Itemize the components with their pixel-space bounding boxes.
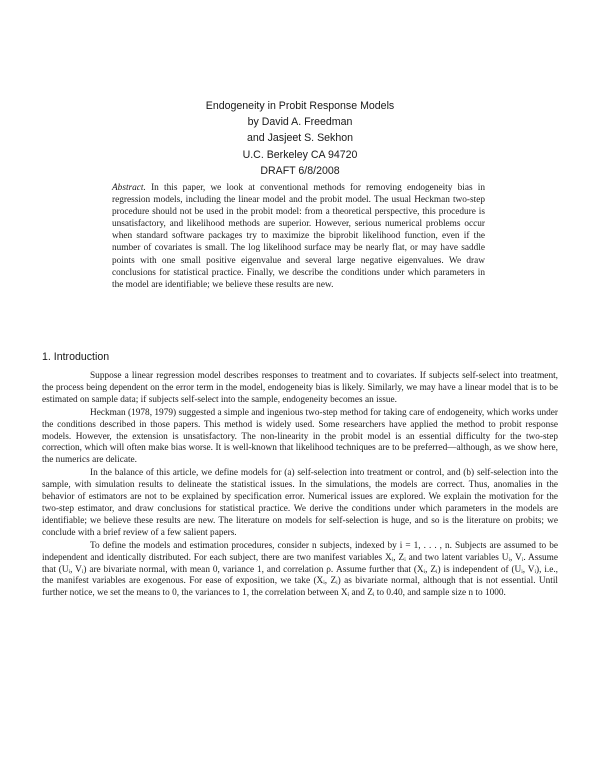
abstract-label: Abstract.	[112, 183, 146, 193]
draft-date: DRAFT 6/8/2008	[260, 164, 340, 177]
paper-title: Endogeneity in Probit Response Models	[205, 100, 395, 112]
abstract-text: In this paper, we look at conventional methods for removing endogeneity bias in regression models, including the linear model and the probit model. The usual Heckman two-step procedure should not be used in the probit model: from a theoretical perspective, this procedure is unsatisfactory, and likelihood methods are superior. However, serious numerical problems occur when standard software packages try to maximize the biprobit likelihood function, even if the number of covariates is small. The log likelihood surface may be nearly flat, or may have saddle points with one small positive eigenvalue and several large negative eigenvalues. We draw conclusions for statistical practice. Finally, we describe the conditions under which parameters in the model are identifiable; we believe these results are new.	[112, 183, 485, 290]
title-block	[0, 98, 600, 179]
introduction-body	[42, 371, 558, 601]
paragraph-2: Heckman (1978, 1979) suggested a simple and ingenious two-step method for taking care of endogeneity, which works under the conditions described in those papers. This method is widely used. Some researchers have applied the method to probit response models. However, the extension is unsatisfactory. The non-linearity in the probit model is an essential difficulty for the two-step correction, which will often make bias worse. It is well-known that likelihood techniques are to be preferred—although, as we show here, the numerics are delicate.	[42, 407, 558, 466]
abstract	[112, 182, 485, 291]
author-line-2: and Jasjeet S. Sekhon	[246, 132, 353, 145]
paragraph-1: Suppose a linear regression model describes responses to treatment and to covariates. If subjects self-select into treatment, the process being dependent on the error term in the model, endogeneity bias is likely. Similarly, we may have a linear model that is to be estimated on sample data; if subjects self-select into the sample, endogeneity becomes an issue.	[42, 371, 558, 405]
affiliation: U.C. Berkeley CA 94720	[242, 148, 358, 161]
paragraph-3: In the balance of this article, we define models for (a) self-selection into treatment or control, and (b) self-selection into the sample, with simulation results to delineate the statistical issues. In the simulations, the models are correct. Thus, anomalies in the behavior of estimators are not to be explained by specification error. Numerical issues are explored. We explain the motivation for the two-step estimator, and draw conclusions for statistical practice. We derive the conditions under which parameters in the models are identifiable; we believe these results are new. The literature on models for self-selection is huge, and so is the literature on probits; we conclude with a brief review of a few salient papers.	[42, 468, 558, 538]
section-heading-introduction: 1. Introduction	[42, 351, 110, 363]
author-line-1: by David A. Freedman	[247, 116, 353, 129]
paragraph-4: To define the models and estimation procedures, consider n subjects, indexed by i = 1, . . . , n. Subjects are assumed to be independent and identically distributed. For each subject, there are two manifest variables Xᵢ, Zᵢ and two latent variables Uᵢ, Vᵢ. Assume that (Uᵢ, Vᵢ) are bivariate normal, with mean 0, variance 1, and correlation ρ. Assume further that (Xᵢ, Zᵢ) is independent of (Uᵢ, Vᵢ), i.e., the manifest variables are exogenous. For ease of exposition, we take (Xᵢ, Zᵢ) as bivariate normal, although that is not essential. Until further notice, we set the means to 0, the variances to 1, the correlation between Xᵢ and Zᵢ to 0.40, and sample size n to 1000.	[42, 540, 558, 599]
